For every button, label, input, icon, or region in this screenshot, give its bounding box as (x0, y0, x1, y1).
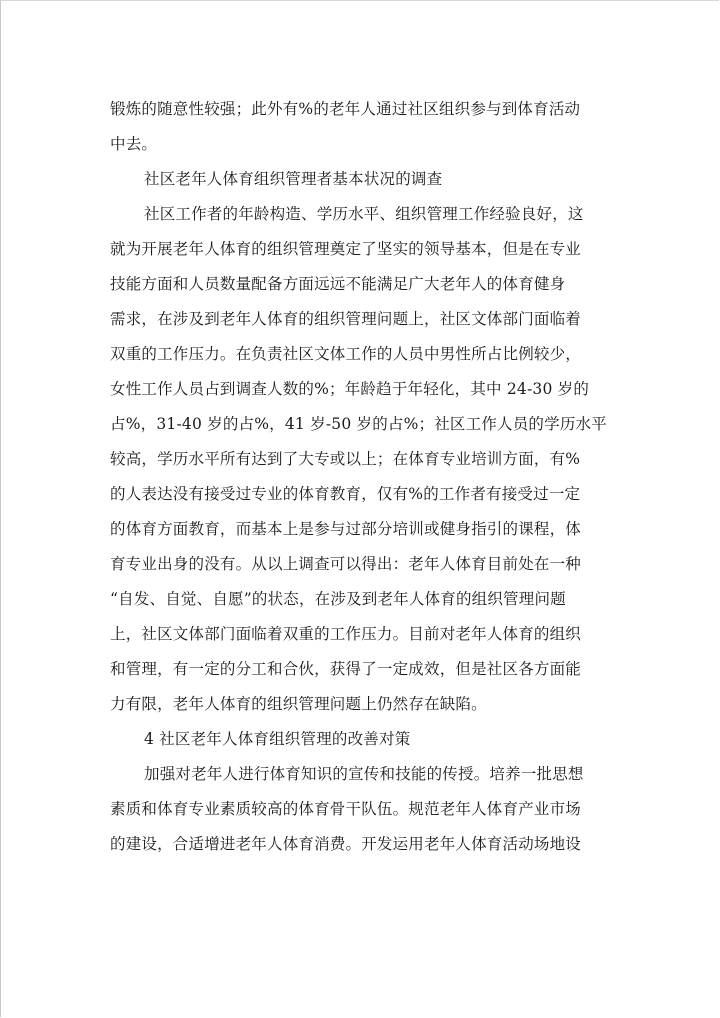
section-heading: 4 社区老年人体育组织管理的改善对策 (144, 730, 411, 748)
text-line: 的体育方面教育，而基本上是参与过部分培训或健身指引的课程，体 (110, 520, 582, 538)
text-line: 女性工作人员占到调查人数的%；年龄趋于年轻化，其中 24-30 岁的 (110, 380, 590, 398)
text-line: 双重的工作压力。在负责社区文体工作的人员中男性所占比例较少， (110, 345, 582, 363)
text-line: 需求，在涉及到老年人体育的组织管理问题上，社区文体部门面临着 (110, 310, 582, 328)
paragraph-start-line: 社区工作者的年龄构造、学历水平、组织管理工作经验良好，这 (144, 205, 584, 223)
text-line: 技能方面和人员数量配备方面远远不能满足广大老年人的体育健身 (110, 275, 566, 293)
text-line: 锻炼的随意性较强；此外有%的老年人通过社区组织参与到体育活动 (110, 100, 581, 118)
text-line: 上，社区文体部门面临着双重的工作压力。目前对老年人体育的组织 (110, 625, 582, 643)
document-body (110, 92, 610, 862)
text-line: 育专业出身的没有。从以上调查可以得出：老年人体育目前处在一种 (110, 555, 582, 573)
text-line: 就为开展老年人体育的组织管理奠定了坚实的领导基本，但是在专业 (110, 240, 582, 258)
text-line: 较高，学历水平所有达到了大专或以上；在体育专业培训方面，有% (110, 450, 581, 468)
section-heading: 社区老年人体育组织管理者基本状况的调查 (144, 170, 443, 188)
text-line: 的人表达没有接受过专业的体育教育，仅有%的工作者有接受过一定 (110, 485, 581, 503)
text-line: “自发、自觉、自愿”的状态，在涉及到老年人体育的组织管理问题 (110, 590, 566, 608)
text-line: 中去。 (110, 135, 158, 153)
text-line: 素质和体育专业素质较高的体育骨干队伍。规范老年人体育产业市场 (110, 800, 582, 818)
paragraph-start-line: 加强对老年人进行体育知识的宣传和技能的传授。培养一批思想 (144, 765, 584, 783)
text-line: 的建设，合适增进老年人体育消费。开发运用老年人体育活动场地设 (110, 835, 582, 853)
text-line: 力有限，老年人体育的组织管理问题上仍然存在缺陷。 (110, 695, 487, 713)
text-line: 和管理，有一定的分工和合伙，获得了一定成效，但是社区各方面能 (110, 660, 582, 678)
text-line: 占%，31-40 岁的占%，41 岁-50 岁的占%；社区工作人员的学历水平 (110, 415, 607, 433)
